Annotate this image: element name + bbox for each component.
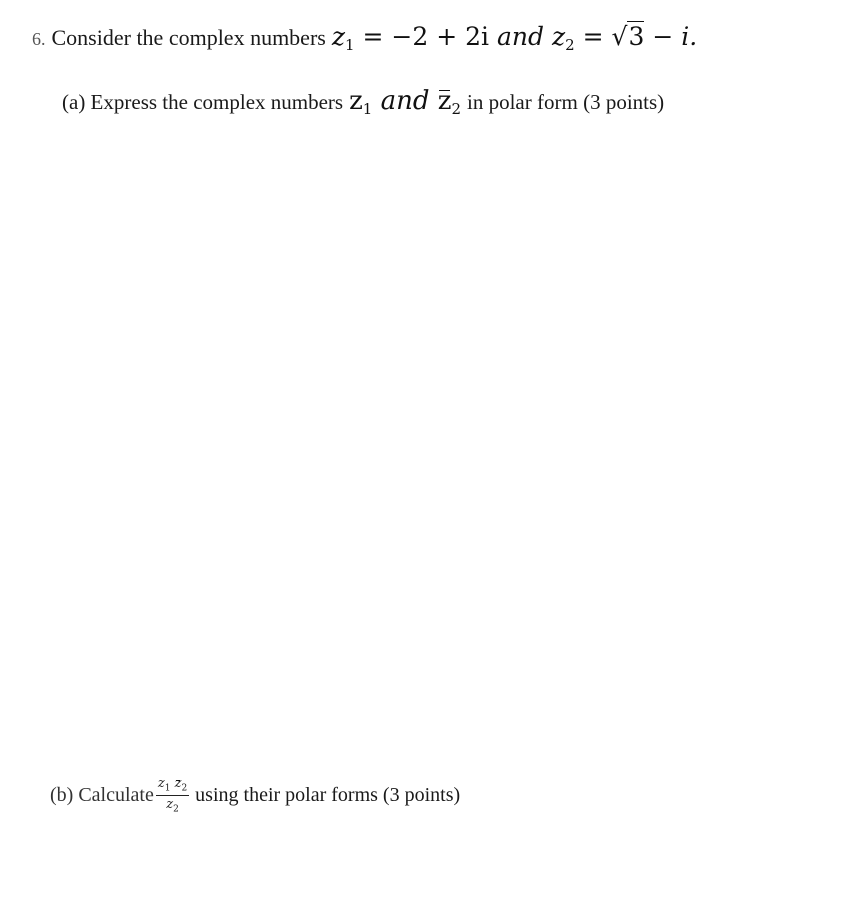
z1-subscript: 1 bbox=[345, 36, 355, 54]
part-a-math bbox=[349, 86, 461, 118]
fraction-numerator bbox=[156, 776, 189, 796]
part-a-label: (a) Express the complex numbers bbox=[62, 90, 344, 114]
sqrt-argument: 3 bbox=[628, 22, 645, 51]
part-a-z1-symbol: z bbox=[349, 86, 363, 116]
part-a-tail: in polar form (3 points) bbox=[467, 90, 665, 114]
part-b-fraction bbox=[156, 776, 189, 814]
part-a-z2bar-symbol: z bbox=[437, 86, 452, 116]
z2-symbol: z bbox=[551, 22, 566, 51]
denominator-z: z bbox=[166, 796, 174, 812]
numerator-z1-subscript: 1 bbox=[164, 783, 171, 794]
question-number: 6. bbox=[32, 29, 46, 49]
part-b-tail: using their polar forms (3 points) bbox=[195, 783, 461, 806]
z1-value: −2 + 2i bbox=[391, 22, 490, 51]
part-b-prompt bbox=[50, 776, 460, 814]
z1-symbol: z bbox=[331, 22, 346, 51]
sqrt-sign: √ bbox=[611, 22, 628, 51]
z2-subscript: 2 bbox=[565, 36, 575, 54]
z2-value-rest: − i. bbox=[652, 22, 698, 51]
numerator-z1: z bbox=[157, 776, 165, 791]
fraction-denominator bbox=[166, 796, 179, 815]
part-b-label: (b) Calculate bbox=[50, 783, 154, 806]
part-a-prompt bbox=[62, 86, 664, 118]
part-a-z2bar-subscript: 2 bbox=[451, 100, 462, 118]
equals-sign-2: = bbox=[582, 22, 604, 51]
numerator-z2bar: z bbox=[174, 776, 182, 791]
question-statement bbox=[32, 22, 697, 54]
part-a-z1-subscript: 1 bbox=[362, 100, 373, 118]
numerator-z2bar-subscript: 2 bbox=[181, 783, 188, 794]
equals-sign: = bbox=[362, 22, 384, 51]
question-intro-text: Consider the complex numbers bbox=[51, 25, 326, 50]
z1-definition bbox=[332, 22, 697, 54]
part-a-and-word: and bbox=[380, 86, 430, 116]
and-word: and bbox=[496, 22, 544, 51]
denominator-z-subscript: 2 bbox=[173, 804, 179, 815]
